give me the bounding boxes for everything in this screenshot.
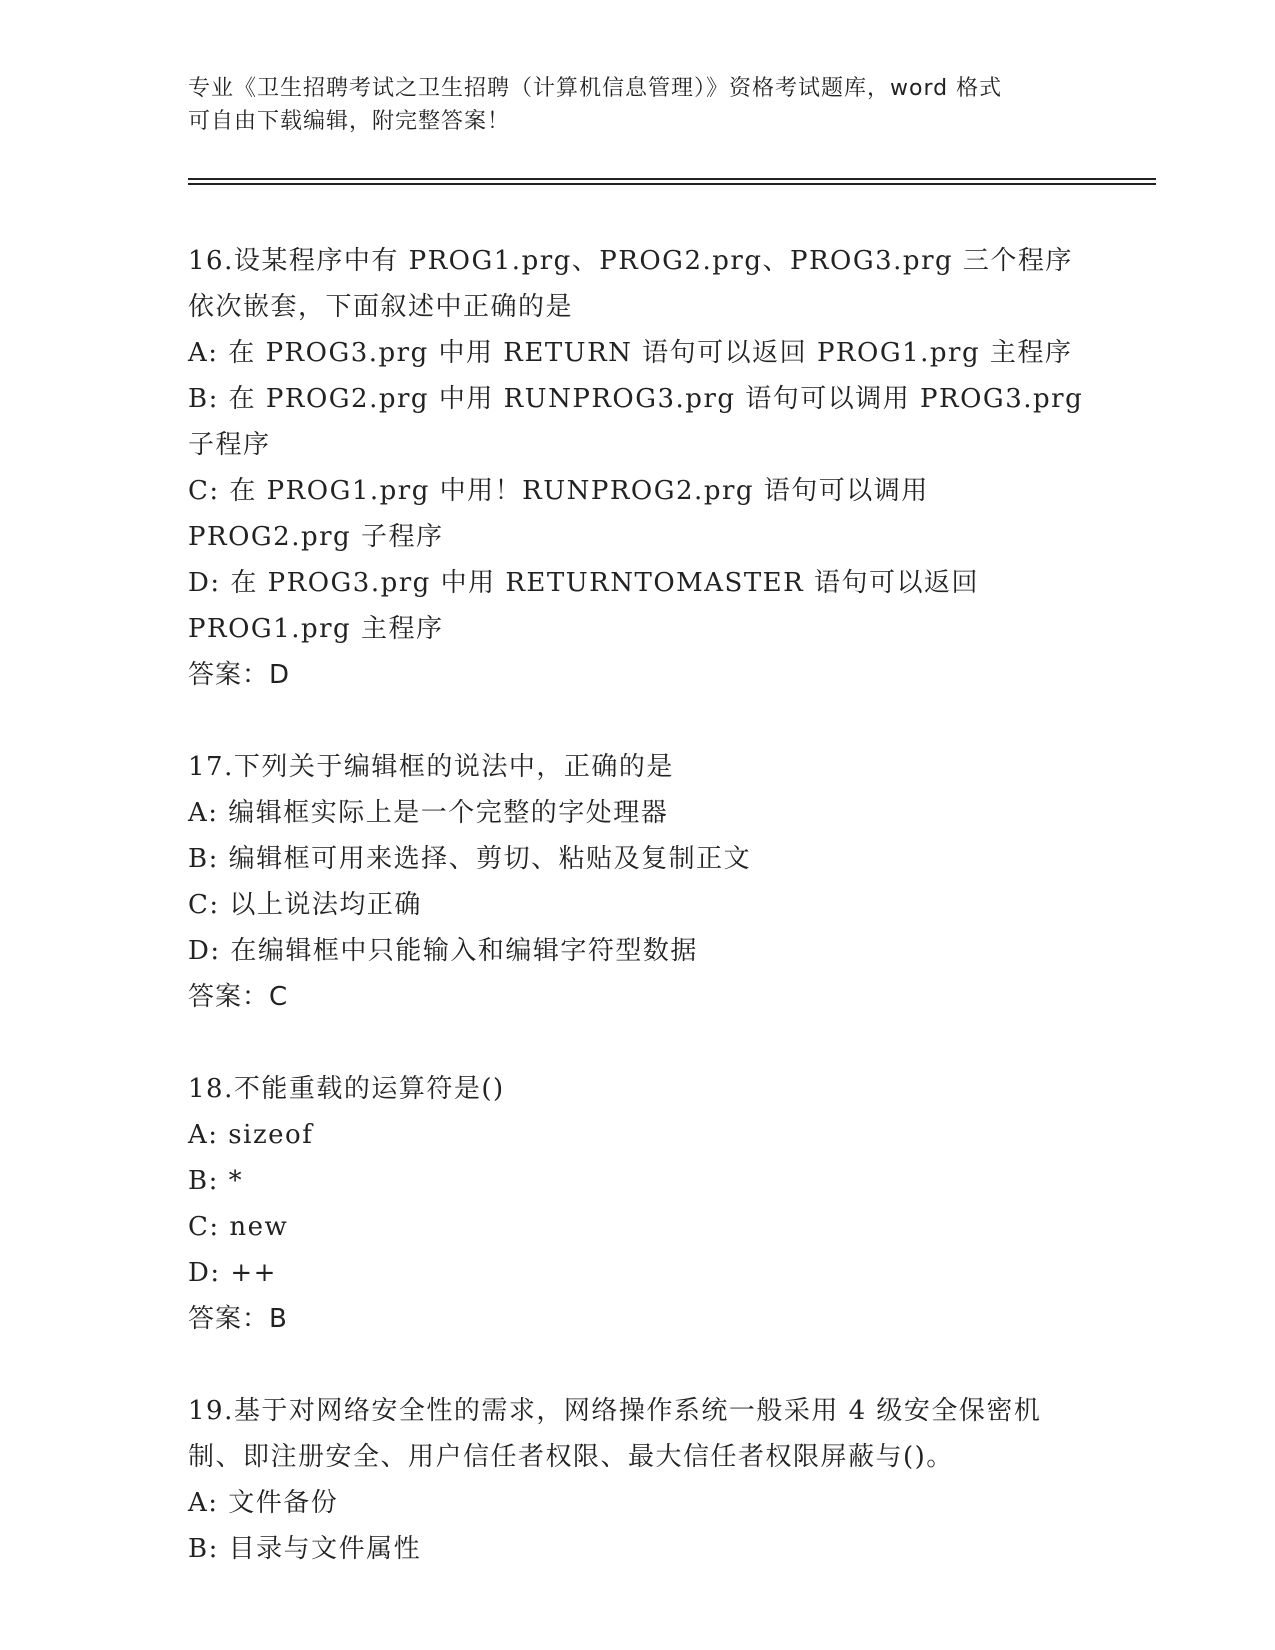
question-stem: 17.下列关于编辑框的说法中，正确的是: [188, 752, 674, 782]
header-rule-bottom: [188, 183, 1156, 185]
option-b: B: 在 PROG2.prg 中用 RUNPROG3.prg 语句可以调用 PROG3.prg 子程序: [188, 384, 1084, 460]
option-b: B: 编辑框可用来选择、剪切、粘贴及复制正文: [188, 844, 752, 874]
question-list: [188, 238, 1088, 1618]
option-b: B: *: [188, 1166, 244, 1196]
option-a: A: 在 PROG3.prg 中用 RETURN 语句可以返回 PROG1.prg 主程序: [188, 338, 1073, 368]
option-d: D: ++: [188, 1258, 277, 1288]
option-b: B: 目录与文件属性: [188, 1534, 422, 1564]
header-line-2: 可自由下载编辑，附完整答案！: [188, 109, 511, 134]
option-c: C: 在 PROG1.prg 中用！RUNPROG2.prg 语句可以调用 PROG2.prg 子程序: [188, 476, 929, 552]
option-c: C: 以上说法均正确: [188, 890, 422, 920]
option-a: A: sizeof: [188, 1120, 314, 1150]
option-d: D: 在编辑框中只能输入和编辑字符型数据: [188, 936, 698, 966]
question-stem: 19.基于对网络安全性的需求，网络操作系统一般采用 4 级安全保密机制、即注册安全、用户信任者权限、最大信任者权限屏蔽与()。: [188, 1396, 1042, 1472]
header-rule-top: [188, 178, 1156, 180]
question-19: [188, 1388, 1088, 1572]
document-header: [188, 72, 1088, 138]
question-18: [188, 1066, 1088, 1342]
answer: 答案：C: [188, 982, 289, 1012]
question-16: [188, 238, 1088, 698]
option-d: D: 在 PROG3.prg 中用 RETURNTOMASTER 语句可以返回 PROG1.prg 主程序: [188, 568, 980, 644]
answer: 答案：D: [188, 660, 291, 690]
question-stem: 16.设某程序中有 PROG1.prg、PROG2.prg、PROG3.prg 三个程序依次嵌套，下面叙述中正确的是: [188, 246, 1073, 322]
question-17: [188, 744, 1088, 1020]
answer: 答案：B: [188, 1304, 288, 1334]
option-a: A: 编辑框实际上是一个完整的字处理器: [188, 798, 669, 828]
option-a: A: 文件备份: [188, 1488, 339, 1518]
question-stem: 18.不能重载的运算符是(): [188, 1074, 505, 1104]
option-c: C: new: [188, 1212, 289, 1242]
header-line-1: 专业《卫生招聘考试之卫生招聘（计算机信息管理）》资格考试题库，word 格式: [188, 76, 1003, 101]
